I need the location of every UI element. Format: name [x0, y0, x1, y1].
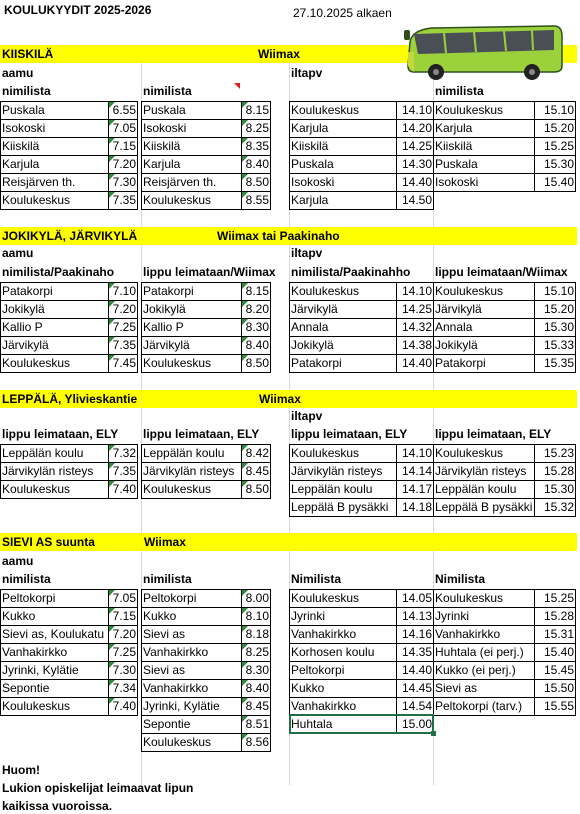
stop-name: Isokoski: [291, 175, 335, 189]
stop-name: Vanhakirkko: [291, 627, 357, 641]
stop-name: Karjula: [143, 157, 181, 171]
departure-time: 7.34: [112, 681, 136, 695]
stop-name: Kiiskilä: [2, 139, 40, 153]
comment-marker: [109, 192, 115, 198]
column-header: nimilista: [143, 84, 192, 98]
comment-marker: [242, 445, 248, 451]
afternoon-label: iltapv: [291, 409, 323, 423]
stop-name: Huhtala (ei perj.): [435, 645, 524, 659]
comment-marker: [109, 156, 115, 162]
stop-name: Kukko: [2, 609, 36, 623]
comment-marker: [242, 319, 248, 325]
comment-marker: [109, 102, 115, 108]
departure-time: 15.32: [543, 500, 574, 514]
comment-marker: [109, 481, 115, 487]
departure-time: 15.35: [543, 356, 574, 370]
departure-time: 15.10: [543, 103, 574, 117]
footnote-line: Lukion opiskelijat leimaavat lipun: [2, 781, 194, 795]
stop-name: Koulukeskus: [143, 356, 212, 370]
operator-name: Wiimax: [258, 47, 300, 61]
departure-time: 14.16: [401, 627, 432, 641]
stop-name: Jyrinki: [291, 609, 326, 623]
stop-name: Kukko (ei perj.): [435, 663, 516, 677]
stop-name: Sievi as: [435, 681, 478, 695]
stop-name: Koulukeskus: [435, 103, 504, 117]
departure-time: 7.05: [112, 591, 136, 605]
stop-name: Koulukeskus: [291, 103, 360, 117]
comment-marker: [242, 626, 248, 632]
departure-time: 8.20: [245, 302, 269, 316]
stop-name: Sievi as: [143, 627, 186, 641]
stop-name: Isokoski: [435, 175, 479, 189]
departure-time: 8.40: [245, 157, 269, 171]
departure-time: 8.30: [245, 320, 269, 334]
stop-name: Isokoski: [143, 121, 187, 135]
departure-time: 14.18: [401, 500, 432, 514]
stop-name: Koulukeskus: [2, 356, 71, 370]
departure-time: 7.30: [112, 175, 136, 189]
column-header: lippu leimataan, ELY: [291, 427, 408, 441]
departure-time: 7.20: [112, 157, 136, 171]
departure-time: 8.50: [245, 482, 269, 496]
departure-time: 7.32: [112, 446, 136, 460]
comment-marker: [242, 590, 248, 596]
departure-time: 15.40: [543, 175, 574, 189]
stop-name: Jyrinki: [435, 609, 470, 623]
departure-time: 14.17: [401, 482, 432, 496]
departure-time: 8.50: [245, 175, 269, 189]
departure-time: 8.15: [245, 103, 269, 117]
departure-time: 8.00: [245, 591, 269, 605]
comment-marker: [242, 662, 248, 668]
comment-marker: [242, 608, 248, 614]
section-title: SIEVI AS suunta: [2, 535, 95, 549]
departure-time: 14.40: [401, 356, 432, 370]
departure-time: 14.38: [401, 338, 432, 352]
bus-icon: [404, 22, 564, 82]
stop-name: Koulukeskus: [435, 591, 504, 605]
departure-time: 15.00: [401, 717, 432, 731]
departure-time: 15.20: [543, 302, 574, 316]
comment-marker: [109, 463, 115, 469]
stop-name: Jokikylä: [291, 338, 334, 352]
departure-time: 6.55: [112, 103, 136, 117]
departure-time: 7.15: [112, 609, 136, 623]
stop-name: Karjula: [435, 121, 473, 135]
comment-marker: [109, 590, 115, 596]
stop-name: Vanhakirkko: [143, 681, 209, 695]
stop-name: Sepontie: [2, 681, 50, 695]
stop-name: Huhtala: [291, 717, 333, 731]
stop-name: Kukko: [291, 681, 325, 695]
stop-name: Leppälä B pysäkki: [291, 500, 389, 514]
departure-time: 7.10: [112, 284, 136, 298]
stop-name: Kallio P: [2, 320, 43, 334]
departure-time: 15.10: [543, 284, 574, 298]
effective-date: 27.10.2025 alkaen: [293, 6, 392, 20]
stop-name: Leppälä B pysäkki: [435, 500, 533, 514]
departure-time: 14.13: [401, 609, 432, 623]
column-header: lippu leimataan, ELY: [435, 427, 552, 441]
departure-time: 8.35: [245, 139, 269, 153]
departure-time: 15.25: [543, 591, 574, 605]
departure-time: 8.10: [245, 609, 269, 623]
departure-time: 14.25: [401, 139, 432, 153]
comment-marker: [242, 644, 248, 650]
departure-time: 15.28: [543, 464, 574, 478]
departure-time: 7.35: [112, 338, 136, 352]
stop-name: Korhosen koulu: [291, 645, 375, 659]
stop-name: Sepontie: [143, 717, 191, 731]
stop-name: Puskala: [291, 157, 334, 171]
stop-name: Jokikylä: [435, 338, 478, 352]
stop-name: Karjula: [2, 157, 40, 171]
column-header: lippu leimataan, ELY: [2, 427, 119, 441]
comment-marker: [242, 481, 248, 487]
departure-time: 15.33: [543, 338, 574, 352]
comment-marker: [242, 337, 248, 343]
departure-time: 14.54: [401, 699, 432, 713]
departure-time: 14.05: [401, 591, 432, 605]
departure-time: 14.20: [401, 121, 432, 135]
departure-time: 15.40: [543, 645, 574, 659]
departure-time: 8.51: [245, 717, 269, 731]
stop-name: Peltokorpi: [143, 591, 197, 605]
fill-handle[interactable]: [431, 731, 436, 736]
departure-time: 7.05: [112, 121, 136, 135]
comment-marker: [242, 355, 248, 361]
column-header: lippu leimataan/Wiimax: [435, 265, 568, 279]
comment-marker: [109, 319, 115, 325]
column-header: nimilista/Paakinahho: [291, 265, 411, 279]
afternoon-label: iltapv: [291, 246, 323, 260]
comment-marker: [109, 644, 115, 650]
stop-name: Puskala: [435, 157, 478, 171]
comment-marker: [242, 174, 248, 180]
stop-name: Vanhakirkko: [435, 627, 501, 641]
stop-name: Kiiskilä: [435, 139, 473, 153]
comment-marker: [109, 301, 115, 307]
comment-marker: [109, 120, 115, 126]
stop-name: Patakorpi: [2, 284, 53, 298]
stop-name: Järvikylä: [435, 302, 482, 316]
comment-marker: [242, 463, 248, 469]
stop-name: Patakorpi: [143, 284, 194, 298]
stop-name: Vanhakirkko: [2, 645, 68, 659]
comment-marker: [242, 156, 248, 162]
operator-name: Wiimax: [144, 535, 186, 549]
stop-name: Peltokorpi: [2, 591, 56, 605]
departure-time: 14.30: [401, 157, 432, 171]
departure-time: 14.25: [401, 302, 432, 316]
stop-name: Patakorpi: [291, 356, 342, 370]
stop-name: Isokoski: [2, 121, 46, 135]
comment-marker: [242, 120, 248, 126]
departure-time: 14.10: [401, 446, 432, 460]
column-header: lippu leimataan, ELY: [143, 427, 260, 441]
stop-name: Kiiskilä: [291, 139, 329, 153]
comment-marker: [242, 734, 248, 740]
section-title: JOKIKYLÄ, JÄRVIKYLÄ: [2, 229, 138, 243]
departure-time: 7.20: [112, 302, 136, 316]
departure-time: 14.50: [401, 193, 432, 207]
comment-marker: [109, 626, 115, 632]
stop-name: Kiiskilä: [143, 139, 181, 153]
stop-name: Koulukeskus: [143, 735, 212, 749]
stop-name: Patakorpi: [435, 356, 486, 370]
stop-name: Koulukeskus: [143, 193, 212, 207]
departure-time: 7.25: [112, 320, 136, 334]
comment-marker: [242, 698, 248, 704]
departure-time: 7.15: [112, 139, 136, 153]
stop-name: Koulukeskus: [291, 284, 360, 298]
morning-label: aamu: [2, 554, 34, 568]
section-title: KIISKILÄ: [2, 47, 54, 61]
stop-name: Peltokorpi: [291, 663, 345, 677]
comment-marker: [109, 283, 115, 289]
stop-name: Leppälän koulu: [435, 482, 517, 496]
stop-name: Karjula: [291, 121, 329, 135]
footnote-line: Huom!: [2, 763, 40, 777]
departure-time: 8.30: [245, 663, 269, 677]
departure-time: 7.35: [112, 464, 136, 478]
stop-name: Reisjärven th.: [2, 175, 76, 189]
column-header: nimilista: [2, 84, 51, 98]
departure-time: 7.20: [112, 627, 136, 641]
departure-time: 8.42: [245, 446, 269, 460]
stop-name: Annala: [291, 320, 329, 334]
comment-marker: [242, 680, 248, 686]
comment-marker: [242, 192, 248, 198]
stop-name: Koulukeskus: [2, 699, 71, 713]
column-header: nimilista: [2, 572, 51, 586]
departure-time: 7.40: [112, 482, 136, 496]
stop-name: Järvikylän risteys: [291, 464, 383, 478]
stop-name: Leppälän koulu: [291, 482, 373, 496]
departure-time: 8.18: [245, 627, 269, 641]
stop-name: Puskala: [2, 103, 45, 117]
comment-marker: [109, 355, 115, 361]
stop-name: Järvikylä: [2, 338, 49, 352]
stop-name: Kukko: [143, 609, 177, 623]
column-header: nimilista: [435, 84, 484, 98]
stop-name: Reisjärven th.: [143, 175, 217, 189]
departure-time: 7.35: [112, 193, 136, 207]
stop-name: Järvikylän risteys: [2, 464, 94, 478]
departure-time: 14.32: [401, 320, 432, 334]
departure-time: 15.31: [543, 627, 574, 641]
departure-time: 15.30: [543, 320, 574, 334]
comment-marker: [242, 716, 248, 722]
departure-time: 7.40: [112, 699, 136, 713]
stop-name: Järvikylän risteys: [435, 464, 527, 478]
departure-time: 14.10: [401, 284, 432, 298]
departure-time: 15.25: [543, 139, 574, 153]
column-header: Nimilista: [291, 572, 342, 586]
stop-name: Koulukeskus: [2, 482, 71, 496]
departure-time: 7.45: [112, 356, 136, 370]
stop-name: Koulukeskus: [291, 446, 360, 460]
operator-name: Wiimax tai Paakinaho: [217, 229, 340, 243]
comment-marker: [109, 698, 115, 704]
departure-time: 8.45: [245, 699, 269, 713]
stop-name: Koulukeskus: [435, 284, 504, 298]
comment-marker: [242, 102, 248, 108]
departure-time: 15.30: [543, 157, 574, 171]
stop-name: Kallio P: [143, 320, 184, 334]
afternoon-label: iltapv: [291, 66, 323, 80]
stop-name: Karjula: [291, 193, 329, 207]
departure-time: 15.45: [543, 663, 574, 677]
comment-marker: [109, 680, 115, 686]
stop-name: Sievi as, Koulukatu: [2, 627, 105, 641]
departure-time: 15.30: [543, 482, 574, 496]
stop-name: Jyrinki, Kylätie: [143, 699, 220, 713]
departure-time: 15.20: [543, 121, 574, 135]
departure-time: 8.25: [245, 121, 269, 135]
stop-name: Puskala: [143, 103, 186, 117]
departure-time: 14.10: [401, 103, 432, 117]
column-header: lippu leimataan/Wiimax: [143, 265, 276, 279]
comment-indicator: [234, 83, 240, 89]
comment-marker: [109, 445, 115, 451]
departure-time: 14.40: [401, 663, 432, 677]
stop-name: Koulukeskus: [291, 591, 360, 605]
sheet-title: KOULUKYYDIT 2025-2026: [4, 3, 152, 17]
departure-time: 8.50: [245, 356, 269, 370]
departure-time: 8.25: [245, 645, 269, 659]
selected-cell[interactable]: [289, 714, 434, 734]
departure-time: 14.14: [401, 464, 432, 478]
departure-time: 14.35: [401, 645, 432, 659]
stop-name: Jyrinki, Kylätie: [2, 663, 79, 677]
stop-name: Koulukeskus: [143, 482, 212, 496]
departure-time: 8.56: [245, 735, 269, 749]
stop-name: Jokikylä: [143, 302, 186, 316]
stop-name: Annala: [435, 320, 473, 334]
comment-marker: [242, 301, 248, 307]
section-title: LEPPÄLÄ, Ylivieskantie: [2, 392, 138, 406]
departure-time: 8.15: [245, 284, 269, 298]
comment-marker: [109, 138, 115, 144]
comment-marker: [242, 138, 248, 144]
stop-name: Jokikylä: [2, 302, 45, 316]
stop-name: Koulukeskus: [435, 446, 504, 460]
departure-time: 14.40: [401, 175, 432, 189]
stop-name: Koulukeskus: [2, 193, 71, 207]
stop-name: Järvikylä: [143, 338, 190, 352]
footnote-line: kaikissa vuoroissa.: [2, 799, 113, 813]
departure-time: 14.45: [401, 681, 432, 695]
stop-name: Vanhakirkko: [143, 645, 209, 659]
comment-marker: [109, 662, 115, 668]
morning-label: aamu: [2, 246, 34, 260]
stop-name: Järvikylän risteys: [143, 464, 235, 478]
morning-label: aamu: [2, 66, 34, 80]
stop-name: Vanhakirkko: [291, 699, 357, 713]
comment-marker: [109, 174, 115, 180]
departure-time: 7.25: [112, 645, 136, 659]
departure-time: 15.55: [543, 699, 574, 713]
column-header: nimilista/Paakinaho: [2, 265, 115, 279]
comment-marker: [109, 608, 115, 614]
departure-time: 7.30: [112, 663, 136, 677]
operator-name: Wiimax: [259, 392, 301, 406]
comment-marker: [109, 337, 115, 343]
comment-marker: [242, 283, 248, 289]
departure-time: 8.40: [245, 681, 269, 695]
stop-name: Sievi as: [143, 663, 186, 677]
departure-time: 8.45: [245, 464, 269, 478]
departure-time: 15.50: [543, 681, 574, 695]
departure-time: 8.55: [245, 193, 269, 207]
column-header: Nimilista: [435, 572, 486, 586]
stop-name: Leppälän koulu: [143, 446, 225, 460]
stop-name: Peltokorpi (tarv.): [435, 699, 523, 713]
departure-time: 8.40: [245, 338, 269, 352]
departure-time: 15.23: [543, 446, 574, 460]
stop-name: Leppälän koulu: [2, 446, 84, 460]
stop-name: Järvikylä: [291, 302, 338, 316]
column-header: nimilista: [143, 572, 192, 586]
departure-time: 15.28: [543, 609, 574, 623]
